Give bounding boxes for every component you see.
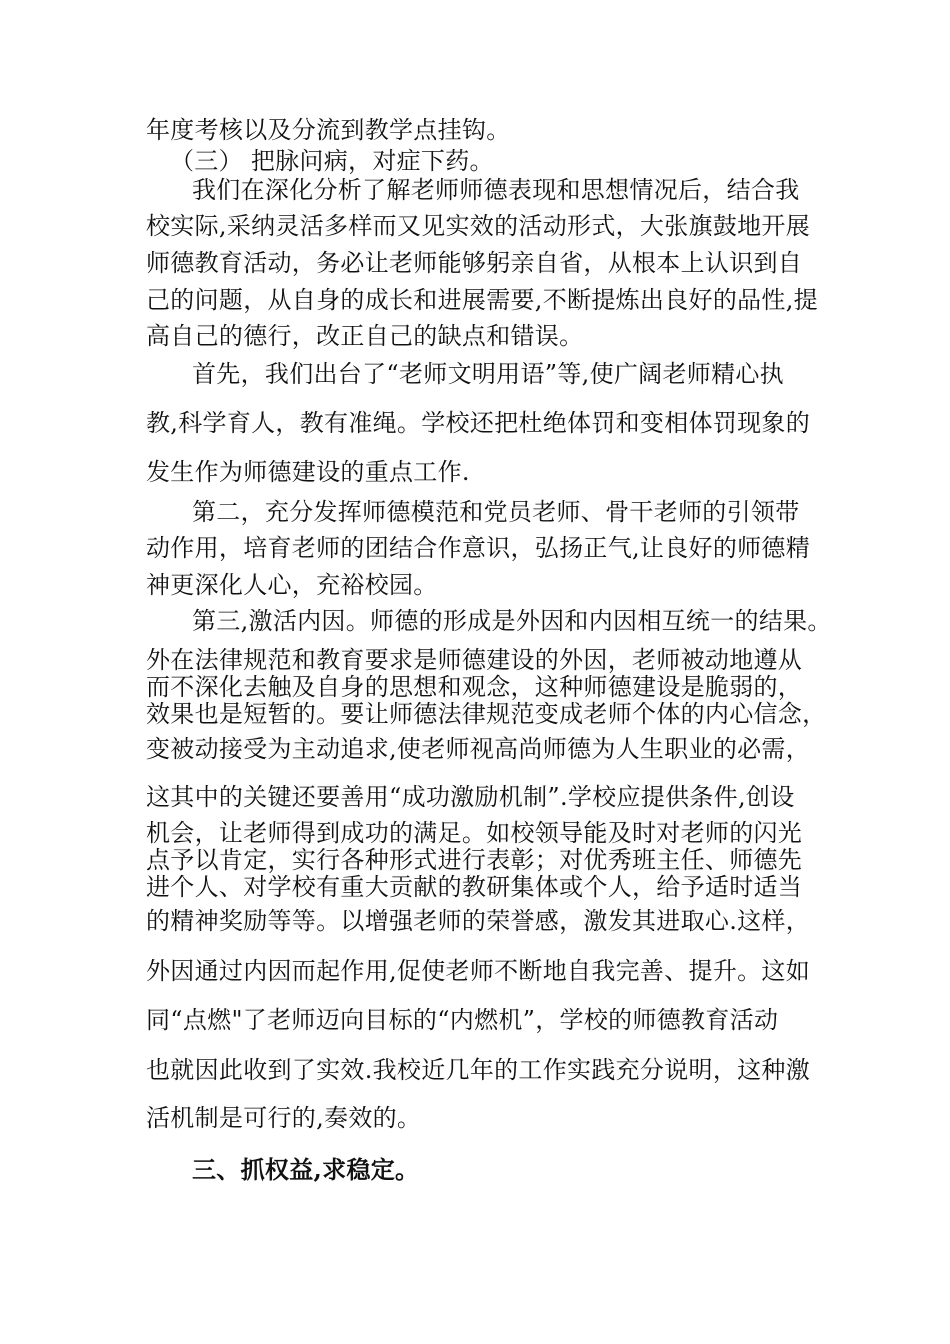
paragraph-line: 校实际,采纳灵活多样而又见实效的活动形式，大张旗鼓地开展 (146, 212, 811, 240)
paragraph-line: 这其中的关键还要善用“成功激励机制”.学校应提供条件,创设 (146, 783, 795, 811)
paragraph-line: 而不深化去触及自身的思想和观念，这种师德建设是脆弱的， (146, 673, 803, 701)
subsection-heading: （三） 把脉问病，对症下药。 (170, 147, 494, 175)
paragraph-line: 师德教育活动，务必让老师能够躬亲自省，从根本上认识到自 (146, 249, 803, 277)
paragraph-line: 的精神奖励等等。以增强老师的荣誉感，激发其进取心.这样， (146, 907, 811, 935)
paragraph-line: 神更深化人心，充裕校园。 (146, 571, 438, 599)
paragraph-line: 第二，充分发挥师德模范和党员老师、骨干老师的引领带 (192, 498, 800, 526)
paragraph-line: 第三,激活内因。师德的形成是外因和内因相互统一的结果。 (192, 607, 832, 635)
paragraph-line: 高自己的德行，改正自己的缺点和错误。 (146, 322, 584, 350)
paragraph-line: 进个人、对学校有重大贡献的教研集体或个人，给予适时适当 (146, 873, 803, 901)
paragraph-line: 我们在深化分析了解老师师德表现和思想情况后，结合我 (192, 176, 800, 204)
paragraph-line: 己的问题，从自身的成长和进展需要,不断提炼出良好的品性,提 (146, 286, 818, 314)
paragraph-line: 首先，我们出台了“老师文明用语”等,使广阔老师精心执 (192, 360, 784, 388)
paragraph-line: 动作用，培育老师的团结合作意识，弘扬正气,让良好的师德精 (146, 534, 811, 562)
paragraph-line: 外在法律规范和教育要求是师德建设的外因，老师被动地遵从 (146, 646, 803, 674)
paragraph-line: 外因通过内因而起作用,促使老师不断地自我完善、提升。这如 (146, 957, 811, 985)
paragraph-line: 活机制是可行的,奏效的。 (146, 1104, 422, 1132)
paragraph-line: 教,科学育人，教有准绳。学校还把杜绝体罚和变相体罚现象的 (146, 409, 811, 437)
paragraph-line: 年度考核以及分流到教学点挂钩。 (146, 116, 511, 144)
paragraph-line: 效果也是短暂的。要让师德法律规范变成老师个体的内心信念， (146, 700, 827, 728)
paragraph-line: 点予以肯定，实行各种形式进行表彰；对优秀班主任、师德先 (146, 846, 803, 874)
paragraph-line: 同“点燃"了老师迈向目标的“内燃机”，学校的师德教育活动 (146, 1006, 779, 1034)
section-heading: 三、抓权益,求稳定。 (192, 1155, 420, 1184)
paragraph-line: 机会，让老师得到成功的满足。如校领导能及时对老师的闪光 (146, 819, 803, 847)
paragraph-line: 发生作为师德建设的重点工作. (146, 458, 470, 486)
paragraph-line: 变被动接受为主动追求,使老师视高尚师德为人生职业的必需， (146, 735, 811, 763)
paragraph-line: 也就因此收到了实效.我校近几年的工作实践充分说明，这种激 (146, 1056, 811, 1084)
